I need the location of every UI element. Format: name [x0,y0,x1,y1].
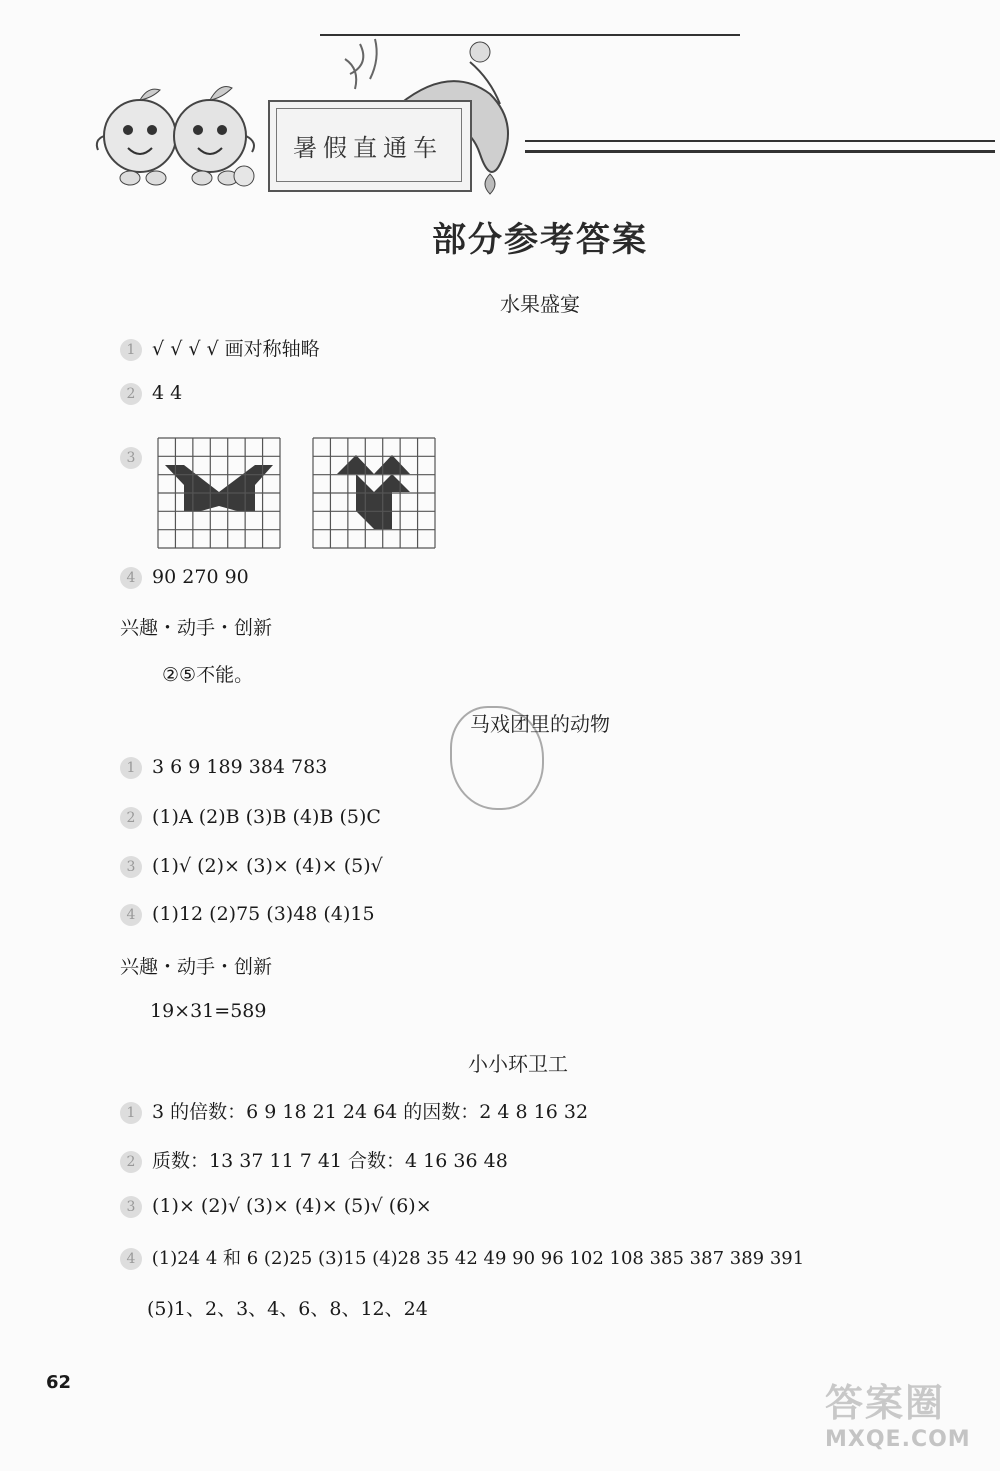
section-title: 水果盛宴 [500,292,580,316]
answer-text: (1)× (2)√ (3)× (4)× (5)√ (6)× [152,1195,432,1217]
question-number-badge: 3 [120,1196,142,1218]
answer-line [120,334,320,361]
answer-line [120,806,381,829]
question-number-badge: 4 [120,1248,142,1270]
answer-line [120,855,383,878]
header-rule-right-thick [525,150,995,153]
answer-line [120,756,327,779]
interest-answer: 19×31=589 [150,1000,267,1022]
header-rule-right [525,140,995,142]
answer-text: 质数：13 37 11 7 41 合数：4 16 36 48 [152,1150,508,1172]
shaded-shape [219,465,255,511]
shaded-shape [337,455,374,474]
answer-text: 4 4 [152,382,183,404]
answer-line [120,903,375,926]
answer-text: (1)√ (2)× (3)× (4)× (5)√ [152,855,383,877]
question-number-badge: 2 [120,1151,142,1173]
question-number-badge: 1 [120,757,142,779]
fruit-mascots-illustration [92,78,267,190]
question-number-badge: 2 [120,807,142,829]
section-title: 小小环卫工 [468,1052,568,1076]
section-title: 马戏团里的动物 [470,712,610,736]
answer-text: √ √ √ √ 画对称轴略 [152,338,320,360]
question-number-badge: 4 [120,904,142,926]
shaded-shape [356,492,392,529]
answer-text: 3 6 9 189 384 783 [152,756,328,778]
grid-figure-right [312,437,437,550]
answer-text: (1)A (2)B (3)B (4)B (5)C [152,806,381,828]
answer-line [120,566,249,589]
shaded-shape [374,455,410,474]
answer-text: 3 的倍数：6 9 18 21 24 64 的因数：2 4 8 16 32 [152,1101,589,1123]
site-watermark [825,1372,971,1452]
question-number-badge: 2 [120,383,142,405]
answer-line [120,1097,588,1124]
question-number-badge: 3 [120,856,142,878]
answer-line [120,1146,508,1173]
watermark-url: MXQE.COM [825,1427,971,1452]
interest-heading: 兴趣・动手・创新 [120,617,273,639]
shaded-shape [374,474,410,492]
shaded-shape [184,465,219,511]
question-number-badge: 3 [120,447,142,469]
page-number: 62 [46,1372,72,1393]
answer-line [120,1195,432,1218]
answer-line [120,1244,804,1270]
answer-line [120,382,182,405]
answer-text: (1)12 (2)75 (3)48 (4)15 [152,903,375,925]
answer-text: (1)24 4 和 6 (2)25 (3)15 (4)28 35 42 49 90 96 102 108 385 387 389 391 [151,1248,805,1269]
interest-heading: 兴趣・动手・创新 [120,956,273,978]
answer-continuation: (5)1、2、3、4、6、8、12、24 [147,1298,428,1320]
question-number-badge: 1 [120,1102,142,1124]
answer-text: 90 270 90 [152,566,249,588]
page-title: 部分参考答案 [432,220,648,260]
question-number-badge: 1 [120,339,142,361]
grid-figure-left [157,437,282,550]
question-number-badge: 4 [120,567,142,589]
header-banner-text: 暑假直通车 [293,134,443,162]
answer-line [120,446,146,469]
interest-answer: ②⑤不能。 [162,664,254,686]
watermark-logo-text: 答案圈 [825,1381,946,1425]
